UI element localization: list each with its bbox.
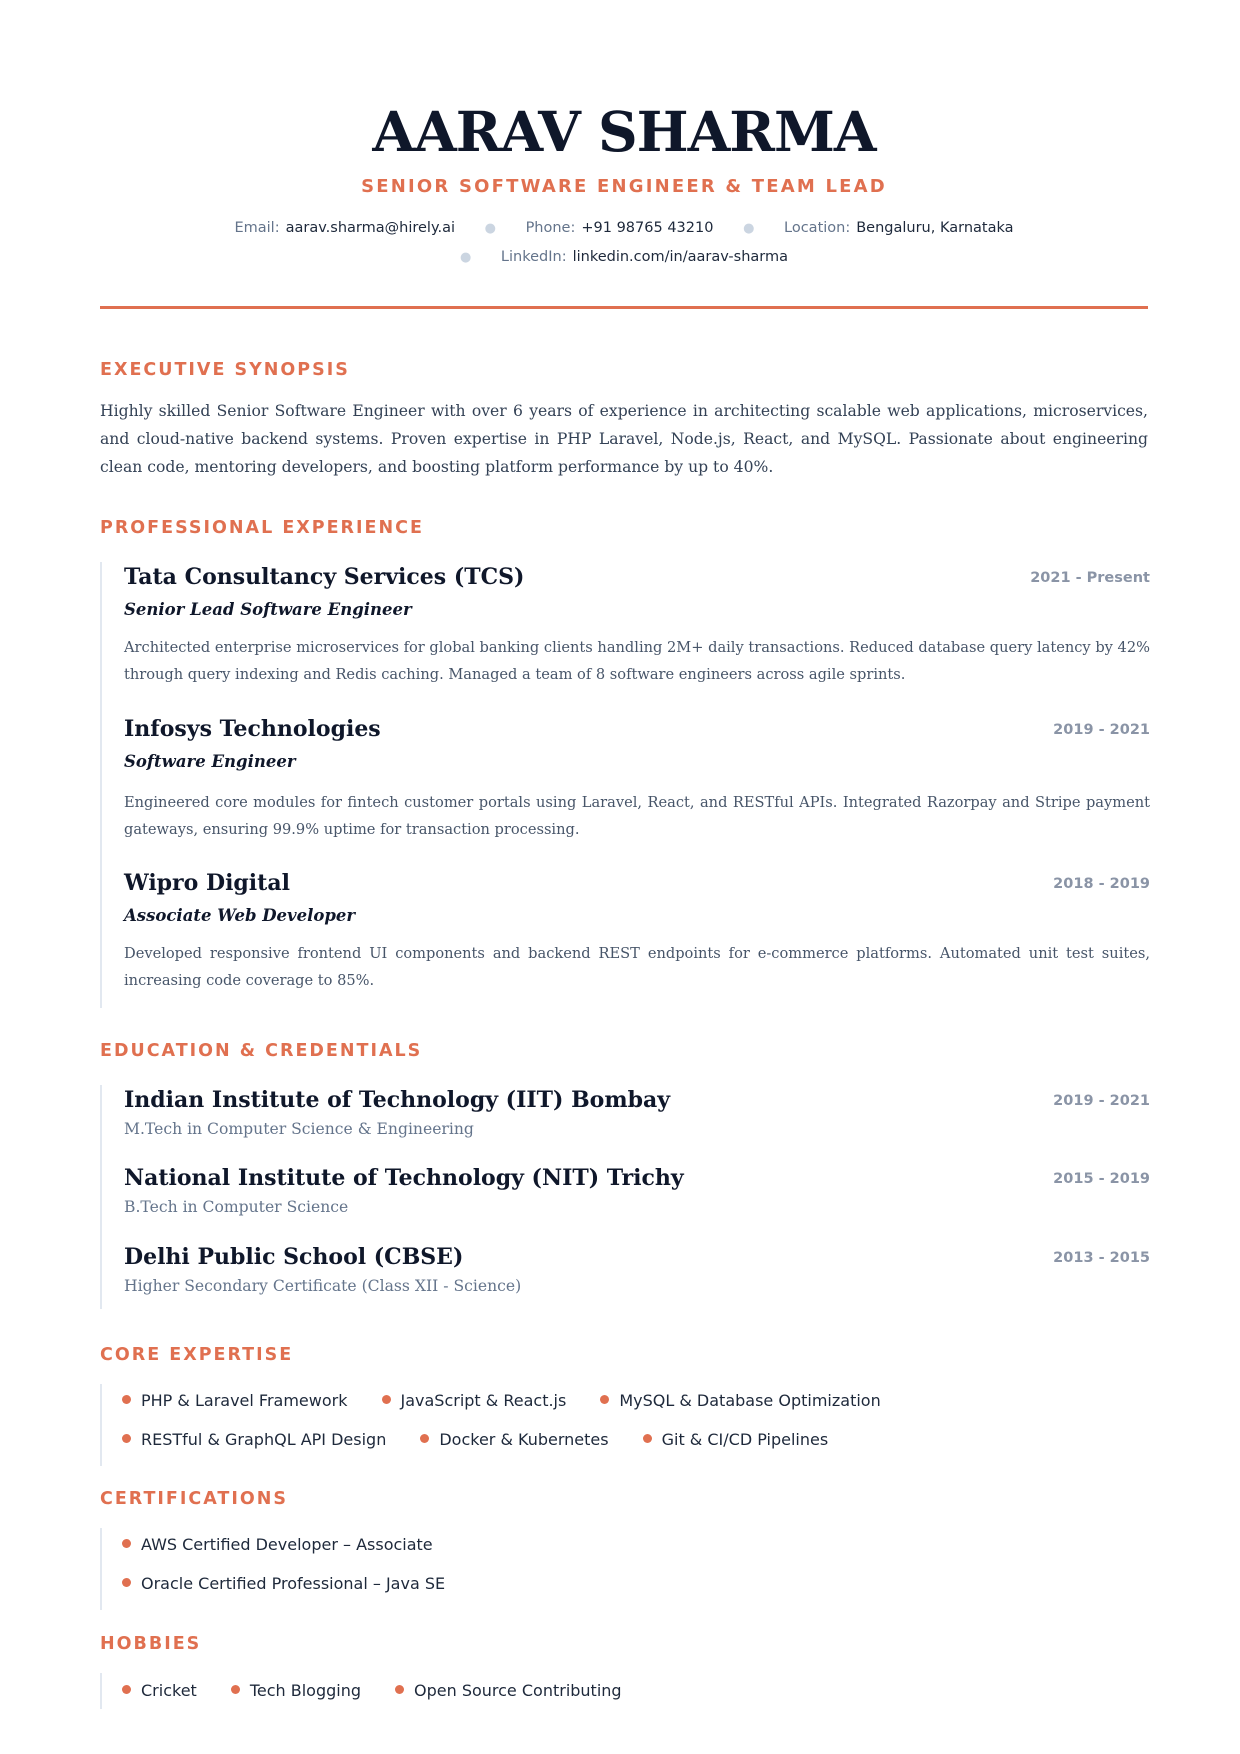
degree-name: M.Tech in Computer Science & Engineering (124, 1120, 474, 1138)
contact-row-secondary (100, 246, 1148, 269)
bullet-dot-icon (231, 1685, 240, 1694)
school-name: Delhi Public School (CBSE) (124, 1244, 464, 1270)
education-dates: 2015 - 2019 (1053, 1171, 1150, 1187)
linkedin-link[interactable]: linkedin.com/in/aarav-sharma (572, 249, 789, 265)
separator-dot-icon: ● (459, 250, 472, 265)
bullet-dot-icon (395, 1685, 404, 1694)
candidate-name: AARAV SHARMA (372, 99, 876, 164)
company-name: Tata Consultancy Services (TCS) (124, 564, 525, 590)
resume-page (100, 0, 1148, 1754)
linkedin-label: LinkedIn: (500, 249, 567, 265)
separator-dot-icon: ● (743, 221, 755, 236)
skills-row (122, 1428, 862, 1452)
hobbies-list (100, 1673, 1148, 1709)
section-heading-experience: PROFESSIONAL EXPERIENCE (100, 518, 424, 538)
skill-tag (600, 1389, 880, 1413)
contact-phone (526, 217, 714, 239)
bullet-dot-icon (420, 1434, 429, 1443)
skill-label: MySQL & Database Optimization (619, 1391, 881, 1410)
section-heading-summary: EXECUTIVE SYNOPSIS (100, 360, 350, 380)
bullet-dot-icon (600, 1395, 609, 1404)
hobbies-row (122, 1679, 656, 1703)
bullet-dot-icon (643, 1434, 652, 1443)
candidate-role: SENIOR SOFTWARE ENGINEER & TEAM LEAD (361, 176, 887, 197)
job-description: Engineered core modules for fintech customer portals using Laravel, React, and RESTful APIs. Integrated Razorpay and Stripe payment gateways, ensuring 99.9% uptime for transaction processing. (124, 794, 1150, 838)
hobby-tag (122, 1679, 197, 1703)
skills-row (122, 1389, 915, 1413)
skill-label: PHP & Laravel Framework (141, 1391, 348, 1410)
skill-tag (122, 1428, 386, 1452)
email-value[interactable]: aarav.sharma@hirely.ai (285, 220, 455, 236)
degree-name: B.Tech in Computer Science (124, 1198, 349, 1216)
bullet-dot-icon (122, 1685, 131, 1694)
contact-row-primary (100, 217, 1148, 240)
company-name: Wipro Digital (124, 870, 290, 896)
bullet-dot-icon (122, 1539, 131, 1548)
skill-tag (420, 1428, 608, 1452)
section-heading-hobbies: HOBBIES (100, 1634, 202, 1654)
skill-tag (122, 1389, 348, 1413)
skill-tag (643, 1428, 829, 1452)
job-title: Senior Lead Software Engineer (124, 600, 412, 619)
job-title: Software Engineer (124, 752, 296, 771)
job-title: Associate Web Developer (124, 906, 356, 925)
bullet-dot-icon (122, 1578, 131, 1587)
email-label: Email: (234, 220, 280, 236)
certification-item (122, 1572, 445, 1596)
skill-label: Docker & Kubernetes (439, 1430, 609, 1449)
certification-label: AWS Certified Developer – Associate (141, 1535, 433, 1554)
section-heading-skills: CORE EXPERTISE (100, 1345, 294, 1365)
job-description: Architected enterprise microservices for global banking clients handling 2M+ daily transactions. Reduced database query latency by 42% through query indexing and Redis caching. Managed a team of 8 software engineers across agile sprints. (124, 639, 1150, 683)
hobby-tag (395, 1679, 622, 1703)
employment-dates: 2019 - 2021 (1053, 722, 1150, 738)
education-dates: 2013 - 2015 (1053, 1250, 1150, 1266)
summary-text: Highly skilled Senior Software Engineer with over 6 years of experience in architecting scalable web applications, microservices, and cloud-native backend systems. Proven expertise in PHP Laravel, Node.js, React, and MySQL. Passionate about engineering clean code, mentoring developers, and boosting platform performance by up to 40%. (100, 402, 1148, 476)
header-divider (100, 306, 1148, 309)
bullet-dot-icon (122, 1395, 131, 1404)
school-name: Indian Institute of Technology (IIT) Bombay (124, 1087, 671, 1113)
certification-label: Oracle Certified Professional – Java SE (141, 1574, 446, 1593)
experience-timeline (100, 562, 1148, 1008)
phone-value: +91 98765 43210 (581, 220, 714, 236)
skill-label: Git & CI/CD Pipelines (661, 1430, 829, 1449)
education-timeline (100, 1085, 1148, 1309)
section-heading-education: EDUCATION & CREDENTIALS (100, 1041, 423, 1061)
skill-label: RESTful & GraphQL API Design (141, 1430, 387, 1449)
hobby-label: Cricket (141, 1681, 197, 1700)
contact-linkedin[interactable] (501, 246, 788, 268)
hobby-label: Open Source Contributing (414, 1681, 622, 1700)
phone-label: Phone: (525, 220, 576, 236)
skill-tag (382, 1389, 567, 1413)
bullet-dot-icon (382, 1395, 391, 1404)
bullet-dot-icon (122, 1434, 131, 1443)
skills-list (100, 1384, 1148, 1466)
certifications-list (100, 1528, 1148, 1610)
location-value: Bengaluru, Karnataka (856, 220, 1014, 236)
separator-dot-icon: ● (484, 221, 496, 236)
employment-dates: 2021 - Present (1030, 570, 1150, 586)
education-dates: 2019 - 2021 (1053, 1093, 1150, 1109)
company-name: Infosys Technologies (124, 716, 381, 742)
location-label: Location: (784, 220, 851, 236)
hobby-tag (231, 1679, 361, 1703)
hobby-label: Tech Blogging (249, 1681, 361, 1700)
skill-label: JavaScript & React.js (400, 1391, 567, 1410)
certification-item (122, 1533, 433, 1557)
school-name: National Institute of Technology (NIT) Trichy (124, 1165, 684, 1191)
job-description: Developed responsive frontend UI components and backend REST endpoints for e-commerce platforms. Automated unit test suites, increasing code coverage to 85%. (124, 945, 1150, 989)
employment-dates: 2018 - 2019 (1053, 876, 1150, 892)
contact-email[interactable] (234, 217, 455, 239)
degree-name: Higher Secondary Certificate (Class XII - Science) (124, 1277, 522, 1295)
section-heading-certifications: CERTIFICATIONS (100, 1489, 289, 1509)
contact-location (784, 217, 1013, 239)
